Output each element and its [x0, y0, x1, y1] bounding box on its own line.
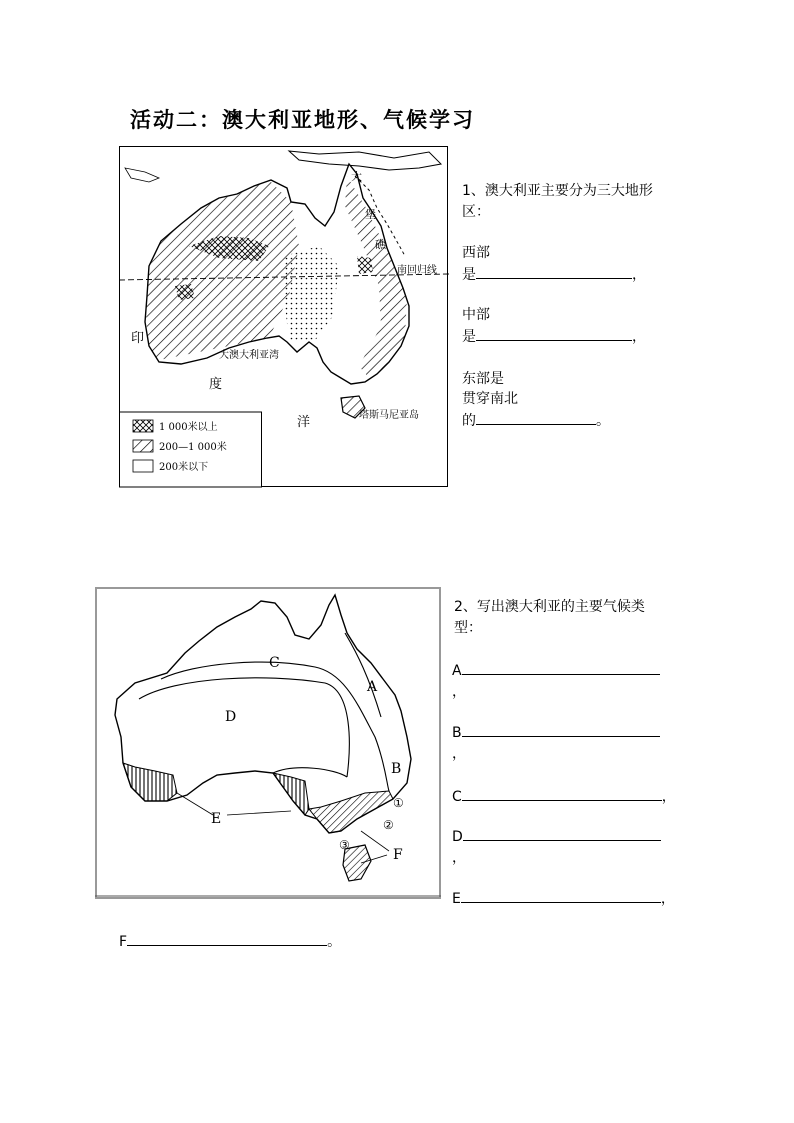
q2-F-period: 。 [327, 934, 342, 950]
q2-answer-E [452, 888, 675, 910]
q2-A-prefix: A [452, 663, 462, 679]
climate-label-B: B [391, 761, 402, 777]
climate-label-circle2: ② [383, 818, 394, 832]
legend-200-below: 200米以下 [159, 462, 209, 473]
label-tropic: 南回归线 [397, 265, 437, 276]
q2-D-blank[interactable] [463, 826, 661, 841]
q2-answer-F [119, 931, 341, 953]
q1-east-period: 。 [596, 413, 610, 429]
q1-prompt-line2: 区： [462, 204, 490, 220]
q2-E-blank[interactable] [461, 888, 661, 903]
q2-prompt-line2: 型： [454, 620, 482, 636]
q1-central-comma: ， [632, 329, 646, 345]
q1-west-label: 西部 [462, 245, 490, 261]
map-legend [120, 412, 262, 487]
label-great-australian-bight: 大澳大利亚湾 [219, 350, 279, 361]
q1-prompt-line1: 1、澳大利亚主要分为三大地形 [462, 183, 653, 199]
climate-label-D: D [225, 709, 237, 725]
q2-B-comma: ， [452, 746, 466, 762]
q1-central-label: 中部 [462, 307, 490, 323]
climate-label-circle1: ① [393, 796, 404, 810]
australia-climate-map [95, 587, 441, 899]
q1-central-prefix: 是 [462, 329, 476, 345]
q2-answer-B [452, 722, 660, 744]
q2-A-comma: ， [452, 684, 466, 700]
q1-east-label: 东部是 [462, 371, 504, 387]
climate-label-F: F [393, 847, 403, 863]
label-yin: 印 [131, 331, 145, 346]
q1-west-comma: ， [632, 267, 646, 283]
q2-B-blank[interactable] [462, 722, 660, 737]
q2-E-comma: ， [660, 891, 675, 907]
q2-F-blank[interactable] [127, 931, 327, 946]
legend-200-1000: 200—1 000米 [159, 442, 227, 453]
climate-label-E: E [211, 811, 222, 827]
q1-east-blank[interactable] [476, 410, 596, 425]
q2-answer-A [452, 660, 660, 682]
label-tasmania: 塔斯马尼亚岛 [359, 410, 419, 421]
q2-B-prefix: B [452, 725, 462, 741]
climate-label-C: C [269, 655, 280, 671]
q2-answer-C [452, 786, 676, 808]
q1-central-blank[interactable] [476, 326, 632, 341]
climate-label-circle3: ③ [339, 838, 350, 852]
q2-F-prefix: F [119, 934, 128, 950]
q2-C-comma: ， [661, 789, 676, 805]
q1-west-prefix: 是 [462, 267, 476, 283]
q2-C-blank[interactable] [462, 786, 662, 801]
label-da: 大 [351, 170, 362, 183]
label-bao: 堡 [365, 208, 376, 221]
q1-west-line [462, 264, 646, 286]
label-jiao: 礁 [375, 238, 386, 251]
legend-1000-above: 1 000米以上 [159, 422, 218, 433]
q1-central-line [462, 326, 646, 348]
q2-answer-D [452, 826, 661, 848]
q1-east-prefix: 的 [462, 413, 476, 429]
q2-E-prefix: E [452, 891, 461, 907]
q2-prompt-line1: 2、写出澳大利亚的主要气候类 [454, 599, 645, 615]
climate-label-A: A [367, 679, 378, 695]
q2-C-prefix: C [452, 789, 462, 805]
q1-east-line [462, 410, 610, 432]
q2-D-comma: ， [452, 850, 466, 866]
q1-west-blank[interactable] [476, 264, 632, 279]
label-du: 度 [209, 377, 223, 392]
q2-D-prefix: D [452, 829, 463, 845]
q2-A-blank[interactable] [462, 660, 660, 675]
q1-east-line2: 贯穿南北 [462, 391, 518, 407]
australia-terrain-map [119, 146, 449, 488]
label-yang: 洋 [297, 415, 311, 430]
page-title: 活动二：澳大利亚地形、气候学习 [130, 107, 475, 132]
